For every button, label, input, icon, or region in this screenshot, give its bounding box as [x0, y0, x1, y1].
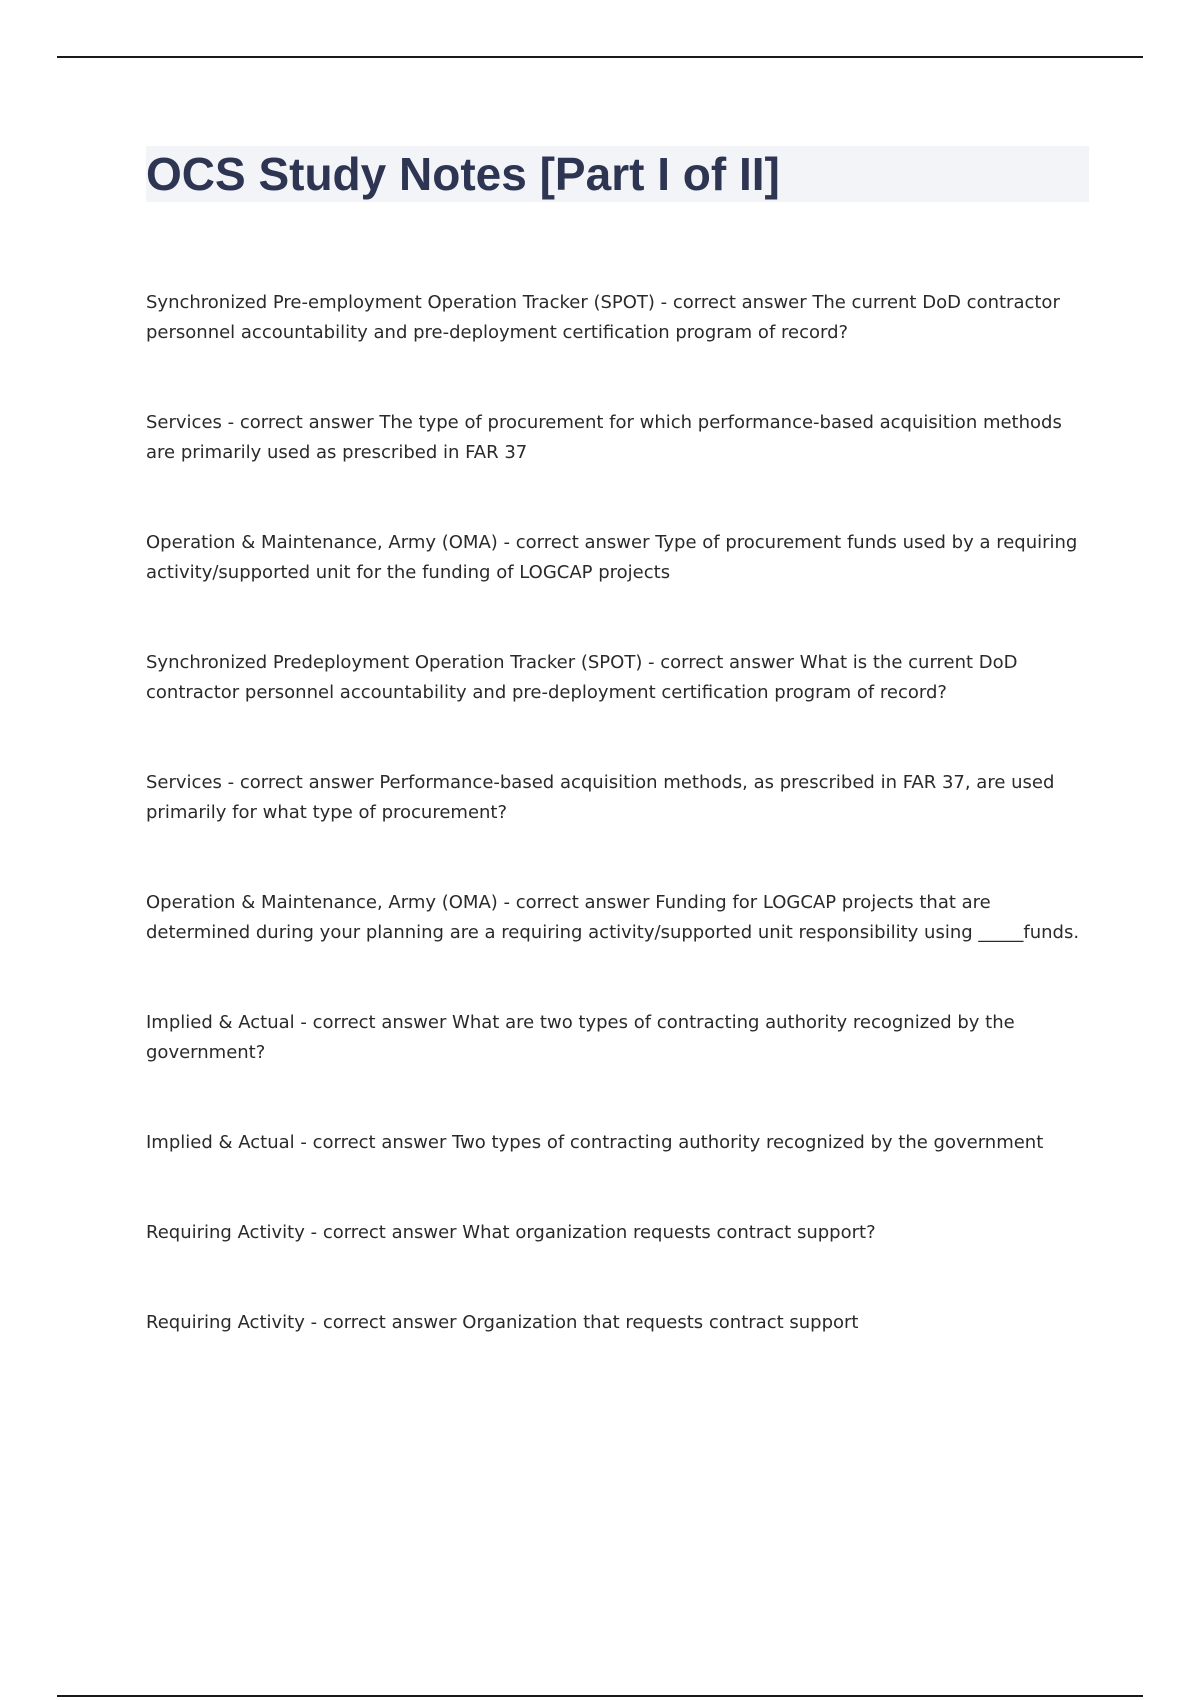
note-entry: Requiring Activity - correct answer Organization that requests contract support — [146, 1312, 859, 1333]
top-rule — [57, 56, 1143, 58]
page-title: OCS Study Notes [Part I of II] — [146, 148, 780, 200]
note-entry: Requiring Activity - correct answer What organization requests contract support? — [146, 1222, 876, 1243]
note-entry: Operation & Maintenance, Army (OMA) - correct answer Funding for LOGCAP projects that are determined during your planning are a requiring activity/supported unit responsibility using _____funds. — [146, 892, 1080, 943]
notes-list — [146, 288, 1096, 1398]
note-entry: Operation & Maintenance, Army (OMA) - correct answer Type of procurement funds used by a requiring activity/supported unit for the funding of LOGCAP projects — [146, 532, 1078, 583]
bottom-rule — [57, 1695, 1143, 1697]
note-entry: Synchronized Predeployment Operation Tracker (SPOT) - correct answer What is the current DoD contractor personnel accountability and pre-deployment certification program of record? — [146, 652, 1018, 703]
note-entry: Synchronized Pre-employment Operation Tracker (SPOT) - correct answer The current DoD contractor personnel accountability and pre-deployment certification program of record? — [146, 292, 1060, 343]
note-entry: Services - correct answer Performance-based acquisition methods, as prescribed in FAR 37, are used primarily for what type of procurement? — [146, 772, 1055, 823]
note-entry: Implied & Actual - correct answer Two types of contracting authority recognized by the government — [146, 1132, 1044, 1153]
note-entry: Services - correct answer The type of procurement for which performance-based acquisition methods are primarily used as prescribed in FAR 37 — [146, 412, 1062, 463]
note-entry: Implied & Actual - correct answer What are two types of contracting authority recognized by the government? — [146, 1012, 1015, 1063]
